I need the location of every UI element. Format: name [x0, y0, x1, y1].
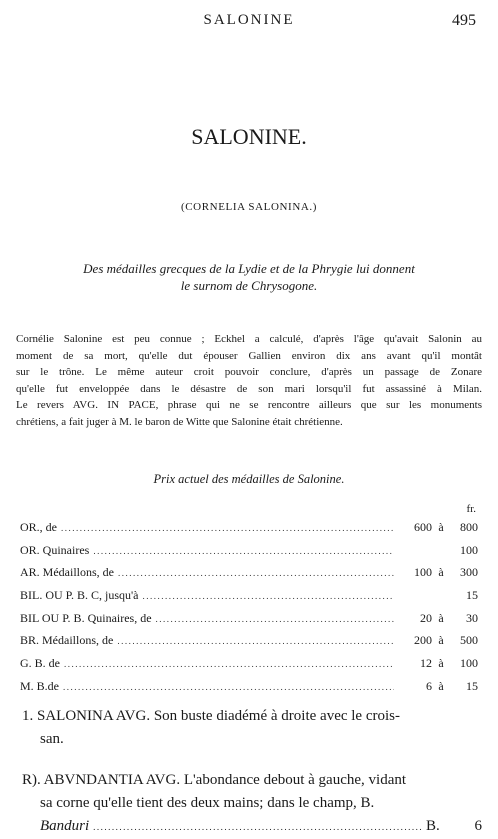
- surname-note-line: le surnom de Chrysogone.: [180, 278, 318, 293]
- price-sep: à: [438, 565, 444, 580]
- currency-unit: fr.: [466, 503, 476, 515]
- price-sep: à: [438, 656, 444, 671]
- catalogue-entry: [22, 769, 482, 839]
- price-row: [20, 543, 478, 566]
- price-max: 30: [466, 610, 478, 625]
- dot-leader: [118, 568, 394, 578]
- price-label: BIL. OU P. B. C, jusqu'à: [20, 588, 139, 603]
- entry-line: san.: [40, 731, 64, 747]
- dot-leader: [61, 523, 394, 533]
- price-table: [20, 520, 478, 702]
- price-label: OR. Quinaires: [20, 542, 90, 557]
- price-max: 15: [466, 678, 478, 693]
- price-max: 500: [460, 633, 478, 648]
- price-min: 600: [414, 520, 432, 534]
- dot-leader: [93, 816, 422, 839]
- price-label: BR. Médaillons, de: [20, 633, 114, 648]
- dot-leader: [156, 614, 394, 624]
- price-max: 100: [460, 542, 478, 557]
- main-title: SALONINE.: [191, 124, 307, 149]
- price-max: 300: [460, 565, 478, 580]
- price-sep: à: [438, 610, 444, 625]
- price-label: BIL OU P. B. Quinaires, de: [20, 610, 152, 625]
- intro-line: sur le trône. Le même auteur croit pouvoir conclure, d'après un passage de Zonare: [16, 366, 482, 379]
- price-row: [20, 679, 478, 702]
- intro-line: Cornélie Salonine est peu connue ; Eckhel a calculé, d'après l'âge qu'avait Salonin au: [16, 333, 482, 345]
- dot-leader: [93, 546, 394, 556]
- price-min: 200: [414, 633, 432, 648]
- catalogue-entry: [22, 705, 482, 751]
- price-min: 6: [426, 678, 432, 693]
- price-sep: à: [438, 520, 444, 534]
- price-max: 100: [460, 656, 478, 671]
- entry-reference-row: [22, 815, 482, 839]
- intro-line: chrétiens, a fait juger à M. le baron de Witte que Salonine était chrétienne.: [16, 415, 343, 428]
- intro-line: qu'elle fut enveloppée dans le désastre de son mari lorsqu'il fut assassiné à Milan.: [16, 382, 482, 395]
- running-title: SALONINE: [203, 12, 295, 28]
- dot-leader: [143, 591, 394, 601]
- price-label: M. B.de: [20, 678, 59, 693]
- surname-note: [30, 260, 468, 294]
- price-min: 100: [414, 565, 432, 580]
- dot-leader: [117, 636, 394, 646]
- price-sep: à: [438, 633, 444, 648]
- price-sep: à: [438, 678, 444, 693]
- catalogue-entries: [22, 705, 482, 839]
- price-max: 15: [466, 588, 478, 603]
- entry-reference: Banduri: [40, 818, 90, 834]
- entry-line: R). ABVNDANTIA AVG. L'abondance debout à gauche, vidant: [22, 772, 407, 788]
- price-row: [20, 611, 478, 634]
- price-label: G. B. de: [20, 656, 60, 671]
- intro-line: moment de sa mort, qu'elle dut épouser Gallien environ dix ans avant qu'il montât: [16, 349, 482, 362]
- dot-leader: [63, 682, 394, 692]
- price-min: 12: [420, 656, 432, 671]
- price-row: [20, 633, 478, 656]
- price-label: AR. Médaillons, de: [20, 565, 114, 580]
- intro-paragraph: [16, 331, 482, 431]
- entry-line: sa corne qu'elle tient des deux mains; dans le champ, B.: [40, 795, 375, 811]
- latin-name: (CORNELIA SALONINA.): [180, 201, 318, 213]
- surname-note-line: Des médailles grecques de la Lydie et de la Phrygie lui donnent: [83, 261, 415, 276]
- dot-leader: [64, 659, 394, 669]
- price-label: OR., de: [20, 520, 57, 534]
- entry-line: 1. SALONINA AVG. Son buste diadémé à droite avec le crois-: [22, 708, 400, 724]
- intro-line: Le revers AVG. IN PACE, phrase qui ne se rencontre ailleurs que sur les monuments: [16, 399, 482, 412]
- page-number: 495: [452, 12, 476, 29]
- price-min: 20: [420, 610, 432, 625]
- running-head: [0, 12, 498, 32]
- price-row: [20, 565, 478, 588]
- entry-value: 6: [474, 818, 482, 834]
- price-row: [20, 588, 478, 611]
- price-row: [20, 520, 478, 543]
- price-row: [20, 656, 478, 679]
- prices-title: Prix actuel des médailles de Salonine.: [153, 472, 345, 486]
- price-max: 800: [460, 520, 478, 534]
- entry-rarity: B.: [426, 818, 440, 834]
